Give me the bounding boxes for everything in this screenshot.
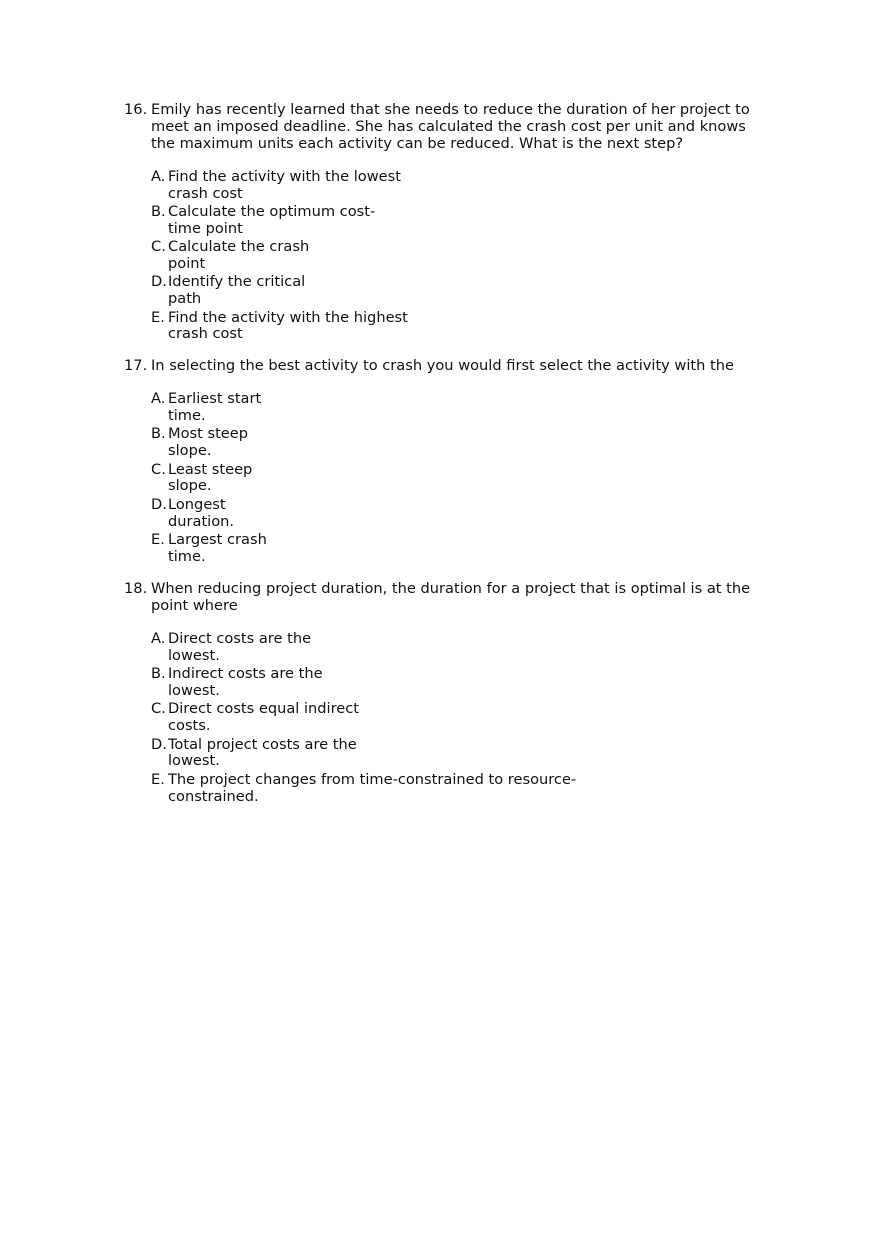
option-b — [151, 204, 774, 238]
option-letter: C. — [151, 460, 166, 478]
option-text: Calculate the crash point — [168, 238, 310, 273]
option-letter: A. — [151, 167, 166, 185]
option-d — [151, 737, 774, 771]
answer-options — [151, 631, 774, 805]
option-letter: B. — [151, 665, 166, 683]
option-text: The project changes from time-constrained to resource-constrained. — [168, 770, 577, 805]
option-letter: C. — [151, 238, 166, 256]
option-letter: D. — [151, 735, 167, 753]
option-text: Largest crash time. — [168, 531, 267, 565]
option-c — [151, 701, 774, 735]
option-a — [151, 169, 774, 203]
question-line — [124, 581, 774, 615]
question-16 — [124, 102, 774, 345]
option-letter: E. — [151, 770, 165, 788]
option-text: Total project costs are the lowest. — [168, 735, 357, 770]
option-text: Find the activity with the highest crash cost — [168, 308, 408, 343]
option-text: Identify the critical path — [168, 273, 306, 308]
question-text: When reducing project duration, the duration for a project that is optimal is at the point where — [151, 580, 751, 614]
option-d — [151, 497, 774, 531]
answer-options — [151, 169, 774, 343]
option-e — [151, 310, 774, 344]
question-number: 18. — [124, 580, 148, 597]
option-text: Direct costs equal indirect costs. — [168, 700, 360, 735]
option-letter: A. — [151, 390, 166, 408]
option-letter: E. — [151, 531, 165, 549]
option-c — [151, 462, 774, 496]
option-e — [151, 532, 774, 566]
question-number: 17. — [124, 357, 148, 374]
option-text: Indirect costs are the lowest. — [168, 665, 323, 700]
option-c — [151, 239, 774, 273]
option-text: Longest duration. — [168, 495, 235, 530]
option-text: Most steep slope. — [168, 425, 249, 460]
question-line — [124, 358, 774, 375]
option-letter: B. — [151, 425, 166, 443]
question-18 — [124, 581, 774, 807]
question-line — [124, 102, 774, 152]
option-letter: A. — [151, 630, 166, 648]
answer-options — [151, 391, 774, 565]
option-text: Direct costs are the lowest. — [168, 630, 312, 664]
option-a — [151, 391, 774, 425]
question-number: 16. — [124, 101, 148, 118]
option-b — [151, 426, 774, 460]
option-e — [151, 772, 774, 806]
question-17 — [124, 358, 774, 567]
option-text: Calculate the optimum cost-time point — [168, 203, 376, 237]
option-a — [151, 631, 774, 665]
option-letter: C. — [151, 700, 166, 718]
option-text: Find the activity with the lowest crash cost — [168, 167, 401, 202]
option-text: Least steep slope. — [168, 460, 253, 495]
option-d — [151, 274, 774, 308]
option-letter: E. — [151, 308, 165, 326]
option-letter: D. — [151, 273, 167, 291]
option-letter: D. — [151, 495, 167, 513]
option-text: Earliest start time. — [168, 390, 262, 425]
option-letter: B. — [151, 203, 166, 221]
question-text: Emily has recently learned that she needs to reduce the duration of her project to meet an imposed deadline. She has calculated the crash cost per unit and knows the maximum units each activity can be reduced. What is the next step? — [151, 101, 750, 152]
question-text: In selecting the best activity to crash you would first select the activity with the — [151, 357, 734, 374]
option-b — [151, 666, 774, 700]
